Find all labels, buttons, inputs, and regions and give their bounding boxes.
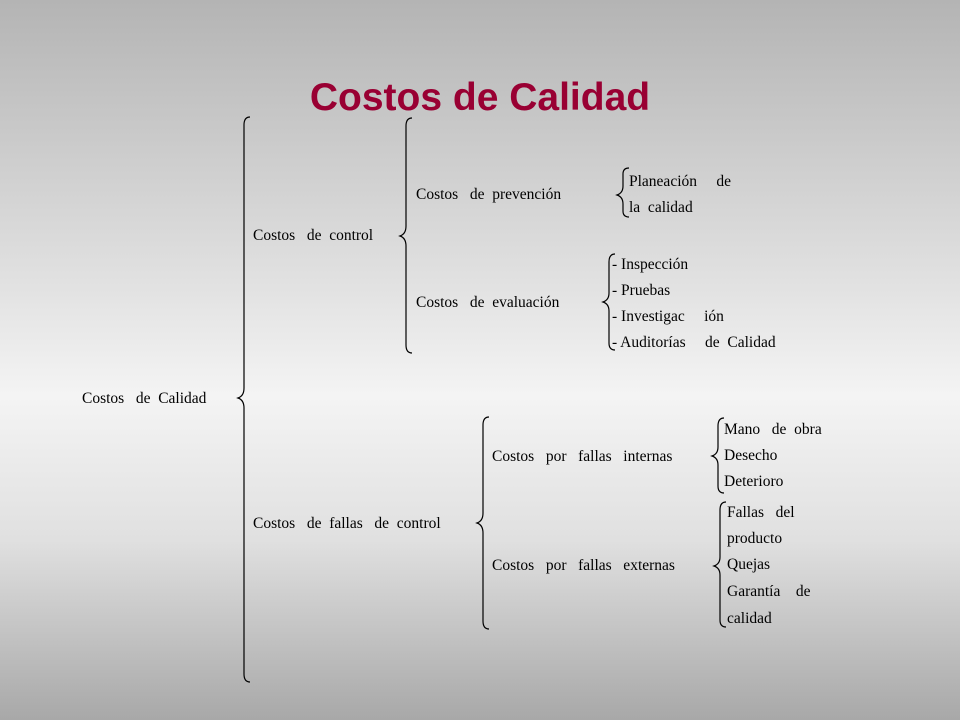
node-evaluation: Costos de evaluación xyxy=(416,294,560,311)
internal-item: Mano de obra xyxy=(724,421,822,438)
root-brace xyxy=(238,117,250,682)
internal-brace xyxy=(712,418,724,493)
node-external: Costos por fallas externas xyxy=(492,557,675,574)
prevention-item: la calidad xyxy=(629,199,693,216)
slide-title: Costos de Calidad xyxy=(309,76,651,119)
node-prevention: Costos de prevención xyxy=(416,186,562,203)
external-item: Garantía de xyxy=(727,583,811,600)
evaluation-item: - Pruebas xyxy=(612,282,671,299)
prevention-brace xyxy=(617,168,629,217)
internal-item: Desecho xyxy=(724,447,778,464)
node-internal: Costos por fallas internas xyxy=(492,448,673,465)
control-brace xyxy=(400,118,412,353)
internal-item: Deterioro xyxy=(724,473,784,490)
external-item: calidad xyxy=(727,610,772,627)
external-item: Fallas del xyxy=(727,504,795,521)
evaluation-item: - Auditorías de Calidad xyxy=(612,334,776,351)
evaluation-item: - Investigac ión xyxy=(612,308,724,325)
external-brace xyxy=(714,502,726,627)
external-item: producto xyxy=(727,530,783,547)
node-control: Costos de control xyxy=(253,227,374,244)
prevention-item: Planeación de xyxy=(629,173,732,190)
node-failures: Costos de fallas de control xyxy=(253,515,441,532)
failures-brace xyxy=(477,417,489,629)
evaluation-item: - Inspección xyxy=(612,256,689,273)
node-root: Costos de Calidad xyxy=(82,390,207,407)
external-item: Quejas xyxy=(727,556,771,573)
